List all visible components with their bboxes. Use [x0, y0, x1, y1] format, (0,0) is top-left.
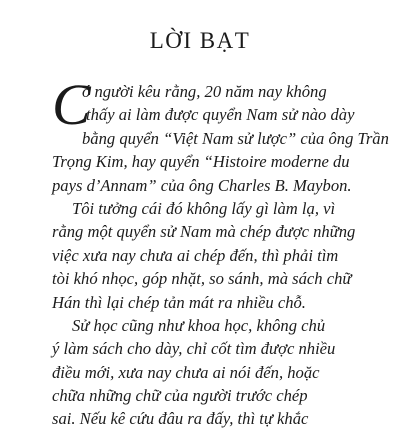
- text-line: thấy ai làm được quyển Nam sử nào dày: [86, 105, 355, 125]
- text-line: sai. Nếu kê cứu đâu ra đấy, thì tự khắc: [52, 409, 309, 429]
- paragraph-2: [52, 197, 356, 314]
- text-line: pays d’Annam” của ông Charles B. Maybon.: [52, 175, 352, 195]
- page-title: LỜI BẠT: [149, 28, 251, 53]
- drop-cap: C: [52, 72, 91, 137]
- text-line: rằng một quyển sử Nam mà chép được những: [52, 222, 356, 242]
- text-line: điều mới, xưa nay chưa ai nói đến, hoặc: [52, 362, 320, 382]
- text-line: bằng quyển “Việt Nam sử lược” của ông Trần: [82, 128, 389, 148]
- text-line: việc xưa nay chưa ai chép đến, thì phải tìm: [52, 245, 339, 265]
- paragraph-3: [52, 314, 352, 431]
- text-line: tòi khó nhọc, góp nhặt, so sánh, mà sách chữ: [52, 269, 352, 289]
- text-line: ý làm sách cho dày, chỉ cốt tìm được nhiều: [52, 339, 336, 359]
- text-line: Trọng Kim, hay quyển “Histoire moderne du: [52, 152, 350, 172]
- text-line: Tôi tưởng cái đó không lấy gì làm lạ, vì: [72, 198, 336, 218]
- text-line: Sử học cũng như khoa học, không chủ: [72, 315, 326, 335]
- body-text: [52, 80, 389, 431]
- paragraph-1: [52, 80, 389, 197]
- text-line: ó người kêu rằng, 20 năm nay không: [82, 82, 327, 101]
- text-line: chữa những chữ của người trước chép: [52, 386, 308, 406]
- text-line: Hán thì lại chép tản mát ra nhiều chỗ.: [52, 292, 306, 312]
